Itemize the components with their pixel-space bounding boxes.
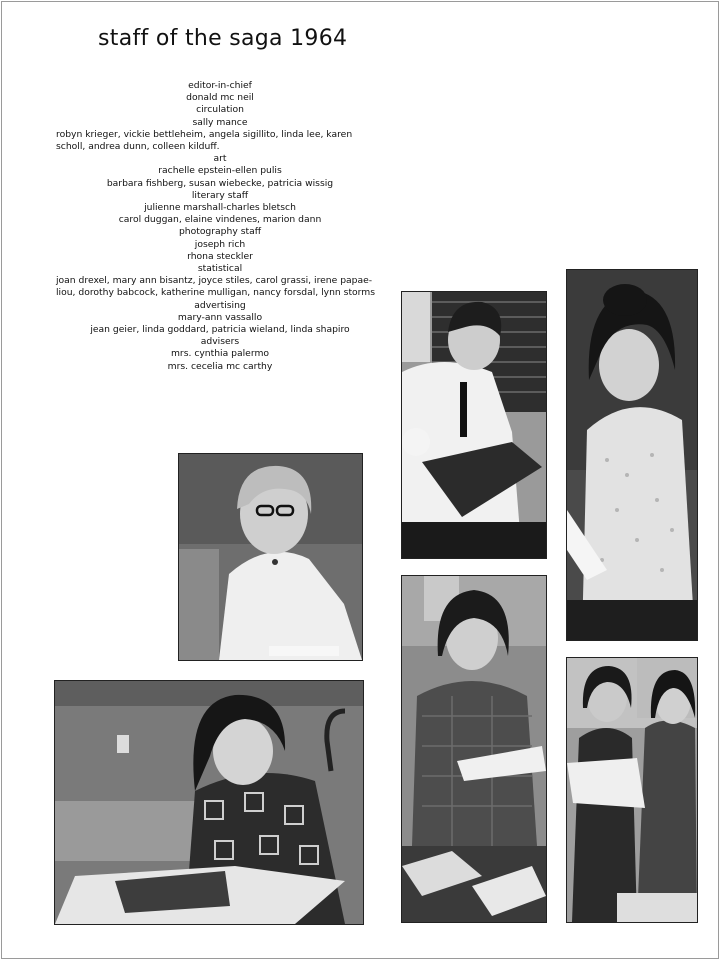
staff-names: donald mc neil [186, 92, 254, 104]
staff-names: barbara fishberg, susan wiebecke, patricia wissig [106, 177, 334, 189]
staff-names: robyn krieger, vickie bettleheim, angela sigillito, linda lee, karen [56, 128, 353, 140]
staff-names: sally mance [192, 116, 248, 128]
staff-names: mrs. cynthia palermo [170, 348, 270, 360]
photo-woman-papers-table [401, 575, 547, 923]
staff-names: joseph rich [194, 238, 246, 250]
role-label: advisers [200, 336, 240, 348]
staff-names: carol duggan, elaine vindenes, marion dann [118, 214, 322, 226]
photo-woman-bouffant-reading [566, 269, 698, 641]
photo-man-with-camera [401, 291, 547, 559]
role-label: literary staff [191, 189, 249, 201]
staff-names: julienne marshall-charles bletsch [144, 202, 296, 214]
photo-woman-reading-desk [54, 680, 364, 925]
staff-list [56, 80, 384, 373]
role-label: photography staff [178, 226, 262, 238]
photo-woman-glasses-writing [178, 453, 363, 661]
role-label: editor-in-chief [188, 80, 252, 91]
role-label: art [213, 153, 227, 165]
photo-two-women-papers [566, 657, 698, 923]
role-label: advertising [194, 299, 246, 311]
staff-names: scholl, andrea dunn, colleen kilduff. [56, 141, 220, 153]
staff-names: mrs. cecelia mc carthy [167, 360, 273, 372]
staff-names: rhona steckler [187, 250, 253, 262]
staff-names: mary-ann vassallo [177, 311, 263, 323]
page-title: staff of the saga 1964 [98, 26, 348, 51]
role-label: circulation [196, 104, 244, 116]
staff-names: joan drexel, mary ann bisantz, joyce stiles, carol grassi, irene papae- [56, 275, 373, 287]
role-label: statistical [197, 263, 243, 275]
staff-names: rachelle epstein-ellen pulis [158, 165, 282, 177]
staff-names: jean geier, linda goddard, patricia wieland, linda shapiro [90, 324, 350, 336]
staff-names: liou, dorothy babcock, katherine mulligan, nancy forsdal, lynn storms [56, 287, 376, 299]
